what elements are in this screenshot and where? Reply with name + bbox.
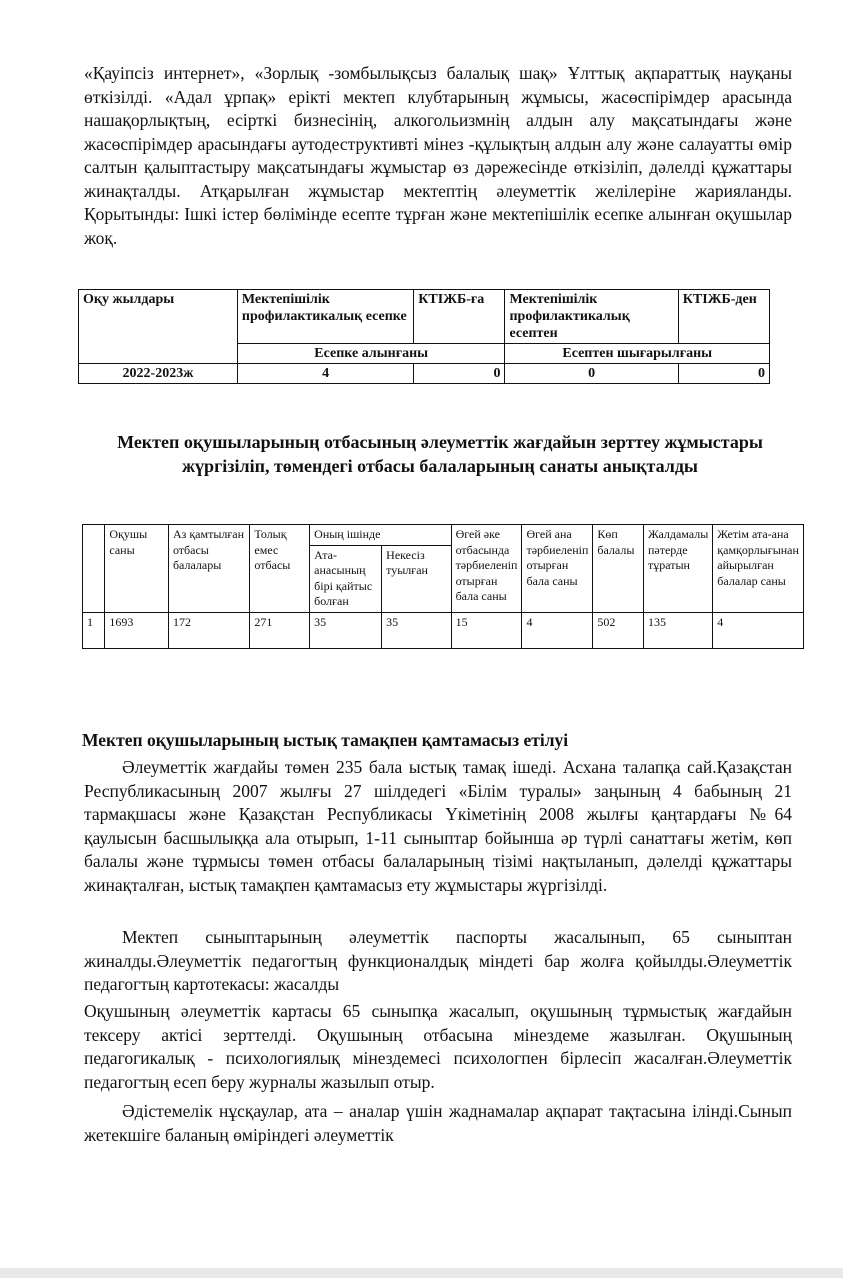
social-card-paragraph: Оқушының әлеуметтік картасы 65 сыныпқа жасалып, оқушының тұрмыстық жағдайын тексеру актісі зерттелді. Оқушының отбасына мінездеме жазылған. Оқушының педагогикалық - психологиялық мінездемесі психологпен бірлесіп жасалған.Әлеуметтік педагогтың есеп беру журналы жазылып отыр. (84, 1001, 792, 1092)
header-school-deregister: Мектепішілік профилактикалық есептен (505, 290, 678, 344)
section-heading-meals: Мектеп оқушыларының ыстық тамақпен қамтамасыз етілуі (82, 730, 569, 750)
table-cell: 4 (713, 612, 804, 648)
row-value: 4 (237, 364, 413, 384)
header-stepfather: Өгей әке отбасында тәрбиеленіп отырған бала саны (451, 525, 522, 613)
row-value: 0 (414, 364, 505, 384)
table-cell: 35 (310, 612, 382, 648)
table-cell: 271 (250, 612, 310, 648)
header-students: Оқушы саны (105, 525, 169, 613)
header-low-income: Аз қамтылған отбасы балалары (168, 525, 249, 613)
table-cell: 35 (382, 612, 451, 648)
header-ktizhb-deregister: КТІЖБ-ден (678, 290, 769, 344)
header-of-which: Оның ішінде (310, 525, 451, 546)
table-cell: 172 (168, 612, 249, 648)
header-number (83, 525, 105, 613)
methodical-paragraph: Әдістемелік нұсқаулар, ата – аналар үшін жаднамалар ақпарат тақтасына ілінді.Сынып жетекшіге баланың өміріндегі әлеуметтік (84, 1101, 792, 1145)
header-orphans: Жетім ата-ана қамқорлығынан айырылған балалар саны (713, 525, 804, 613)
passport-paragraph: Мектеп сыныптарының әлеуметтік паспорты жасалынып, 65 сыныптан жиналды.Әлеуметтік педагогтың функционалдық міндеті бар жолға қойылды.Әлеуметтік педагогтың картотекасы: жасалды (84, 927, 792, 994)
header-parent-deceased: Ата-анасының бірі қайтыс болған (310, 545, 382, 612)
group-registered: Есепке алынғаны (237, 344, 505, 364)
section-heading-family: Мектеп оқушыларының отбасының әлеуметтік жағдайын зерттеу жұмыстары жүргізіліп, төмендегі отбасы балаларының санаты анықталды (117, 432, 763, 476)
bottom-strip (0, 1268, 843, 1278)
intro-paragraph: «Қауіпсіз интернет», «Зорлық -зомбылықсыз балалық шақ» Ұлттық ақпараттық науқаны өткізілді. «Адал ұрпақ» ерікті мектеп клубтарының жұмысы, жасөспірімдер арасында нашақорлықтың, есірткі бизнесінің, алкогольизмнің алдын алу мақсатындағы және жасөспірімдер арасындағы аутодеструктивті мінез -құлықтың алдын алу және салауатты өмір салтын қалыптастыру мақсатындағы жұмыстар өз дәрежесінде өткізіліп, дәлелді құжаттары жинақталды. Атқарылған жұмыстар мектептің әлеуметтік желілеріне жарияланды. Қорытынды: Ішкі істер бөлімінде есепте тұрған және мектепішілік есепке алынған оқушылар жоқ. (84, 63, 792, 248)
table-cell: 502 (593, 612, 644, 648)
table-cell: 15 (451, 612, 522, 648)
header-large-family: Көп балалы (593, 525, 644, 613)
registration-table (78, 289, 770, 384)
table-cell: 135 (643, 612, 712, 648)
family-category-table (82, 524, 804, 649)
table-cell: 4 (522, 612, 593, 648)
header-school-register: Мектепішілік профилактикалық есепке (237, 290, 413, 344)
meals-paragraph: Әлеуметтік жағдайы төмен 235 бала ыстық тамақ ішеді. Асхана талапқа сай.Қазақстан Республикасының 2007 жылғы 27 шілдедегі «Білім туралы» заңының 4 бабының 21 тармақшасы және Қазақстан Республикасы Үкіметінің 2008 жылғы қаңтардағы №64 қаулысын басшылыққа ала отырып, 1-11 сыныптар бойынша әр түрлі санаттағы жетім, көп балалы және тұрмысы төмен отбасы балаларының тізімі нақтыланып, дәлелді құжаттары жинақталған, ыстық тамақпен қамтамасыз ету жұмыстары жүргізілді. (84, 757, 792, 895)
header-ktizhb-register: КТІЖБ-ға (414, 290, 505, 344)
table-cell: 1 (83, 612, 105, 648)
row-value: 0 (505, 364, 678, 384)
row-year: 2022-2023ж (79, 364, 238, 384)
header-incomplete-family: Толық емес отбасы (250, 525, 310, 613)
header-stepmother: Өгей ана тәрбиеленіп отырған бала саны (522, 525, 593, 613)
header-out-of-wedlock: Некесіз туылған (382, 545, 451, 612)
group-deregistered: Есептен шығарылғаны (505, 344, 770, 364)
row-value: 0 (678, 364, 769, 384)
header-rented-housing: Жалдамалы пәтерде тұратын (643, 525, 712, 613)
header-academic-years: Оқу жылдары (79, 290, 238, 364)
table-cell: 1693 (105, 612, 169, 648)
